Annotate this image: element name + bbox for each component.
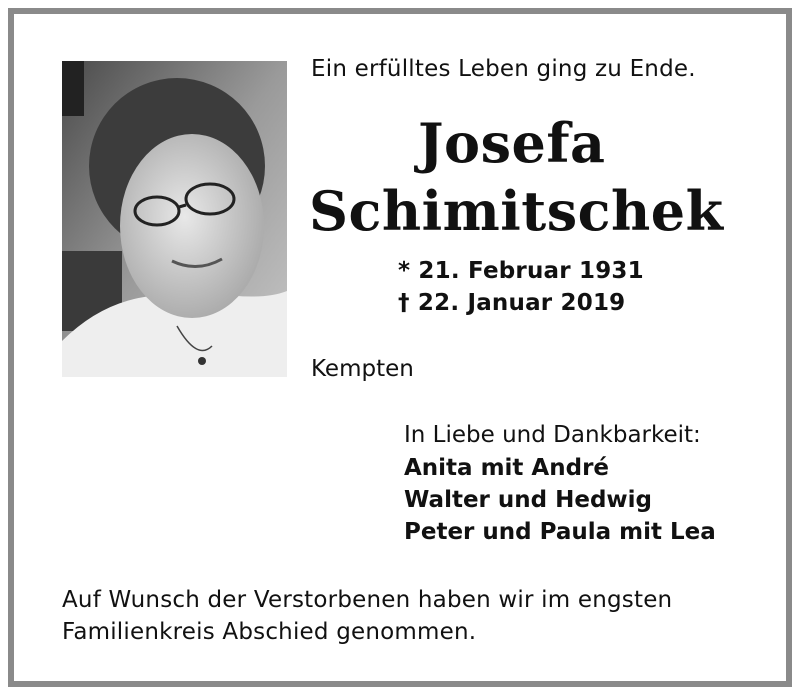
- mourner-name: Peter und Paula mit Lea: [404, 519, 716, 545]
- closing-line: Auf Wunsch der Verstorbenen haben wir im engsten: [62, 587, 673, 613]
- deceased-first-name: Josefa: [418, 111, 606, 175]
- intro-line: Ein erfülltes Leben ging zu Ende.: [311, 56, 696, 82]
- mourner-name: Walter und Hedwig: [404, 487, 653, 513]
- closing-line: Familienkreis Abschied genommen.: [62, 619, 477, 645]
- death-date: † 22. Januar 2019: [398, 290, 626, 316]
- portrait-photo: [62, 61, 287, 377]
- deceased-last-name: Schimitschek: [309, 179, 724, 243]
- place-name: Kempten: [311, 356, 414, 382]
- mourner-name: Anita mit André: [404, 455, 610, 481]
- thanks-line: In Liebe und Dankbarkeit:: [404, 422, 701, 448]
- birth-date: * 21. Februar 1931: [398, 258, 644, 284]
- closing-text: [62, 584, 672, 648]
